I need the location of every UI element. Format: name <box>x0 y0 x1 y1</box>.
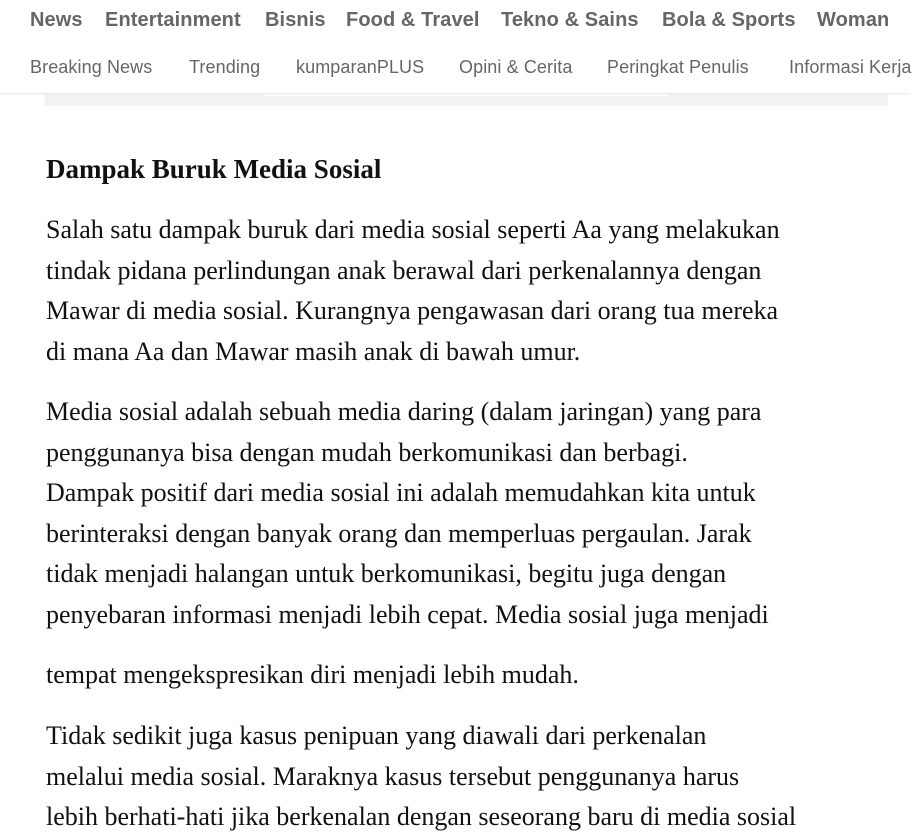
paragraph-line: berinteraksi dengan banyak orang dan memperluas pergaulan. Jarak <box>46 518 752 548</box>
paragraph <box>46 655 579 696</box>
paragraph-line: Dampak positif dari media sosial ini adalah memudahkan kita untuk <box>46 478 756 507</box>
paragraph-line: Salah satu dampak buruk dari media sosial seperti Aa yang melakukan <box>46 215 780 244</box>
paragraph-line: Tidak sedikit juga kasus penipuan yang diawali dari perkenalan <box>46 721 707 750</box>
nav-item-tekno-sains[interactable]: Tekno & Sains <box>501 9 639 31</box>
nav-item-news[interactable]: News <box>30 9 83 31</box>
paragraph-line: melalui media sosial. Maraknya kasus tersebut penggunanya harus <box>46 761 740 791</box>
paragraph-line: tempat mengekspresikan diri menjadi lebih mudah. <box>46 660 579 689</box>
paragraph <box>46 392 769 635</box>
nav-item-woman[interactable]: Woman <box>817 9 890 31</box>
article-body <box>46 150 896 831</box>
paragraph-line: Mawar di media sosial. Kurangnya pengawasan dari orang tua mereka <box>46 296 779 325</box>
nav-item-breaking-news[interactable]: Breaking News <box>30 57 153 77</box>
paragraph-line: penggunanya bisa dengan mudah berkomunikasi dan berbagi. <box>46 437 688 467</box>
paragraph-line: tidak menjadi halangan untuk berkomunikasi, begitu juga dengan <box>46 559 727 588</box>
nav-item-opini-cerita[interactable]: Opini & Cerita <box>459 57 573 77</box>
paragraph-line: lebih berhati-hati jika berkenalan dengan seseorang baru di media sosial <box>46 802 797 831</box>
paragraph-line: tindak pidana perlindungan anak berawal dari perkenalannya dengan <box>46 255 762 285</box>
nav-item-food-travel[interactable]: Food & Travel <box>346 9 480 31</box>
paragraph-line: penyebaran informasi menjadi lebih cepat. Media sosial juga menjadi <box>46 599 769 629</box>
nav-item-informasi-kerja[interactable]: Informasi Kerja <box>789 57 912 77</box>
site-header <box>0 0 910 94</box>
paragraph <box>46 716 796 838</box>
nav-item-bisnis[interactable]: Bisnis <box>265 9 326 31</box>
paragraph-line: di mana Aa dan Mawar masih anak di bawah umur. <box>46 336 581 366</box>
nav-item-trending[interactable]: Trending <box>189 57 261 77</box>
nav-item-kumparanplus[interactable]: kumparanPLUS <box>296 57 425 77</box>
nav-item-entertainment[interactable]: Entertainment <box>105 9 241 31</box>
paragraph <box>46 210 780 372</box>
ad-placeholder <box>45 93 888 106</box>
paragraph-line: Media sosial adalah sebuah media daring (dalam jaringan) yang para <box>46 397 762 426</box>
section-heading: Dampak Buruk Media Sosial <box>46 154 382 184</box>
nav-item-peringkat-penulis[interactable]: Peringkat Penulis <box>607 57 749 77</box>
nav-item-bola-sports[interactable]: Bola & Sports <box>662 9 796 31</box>
